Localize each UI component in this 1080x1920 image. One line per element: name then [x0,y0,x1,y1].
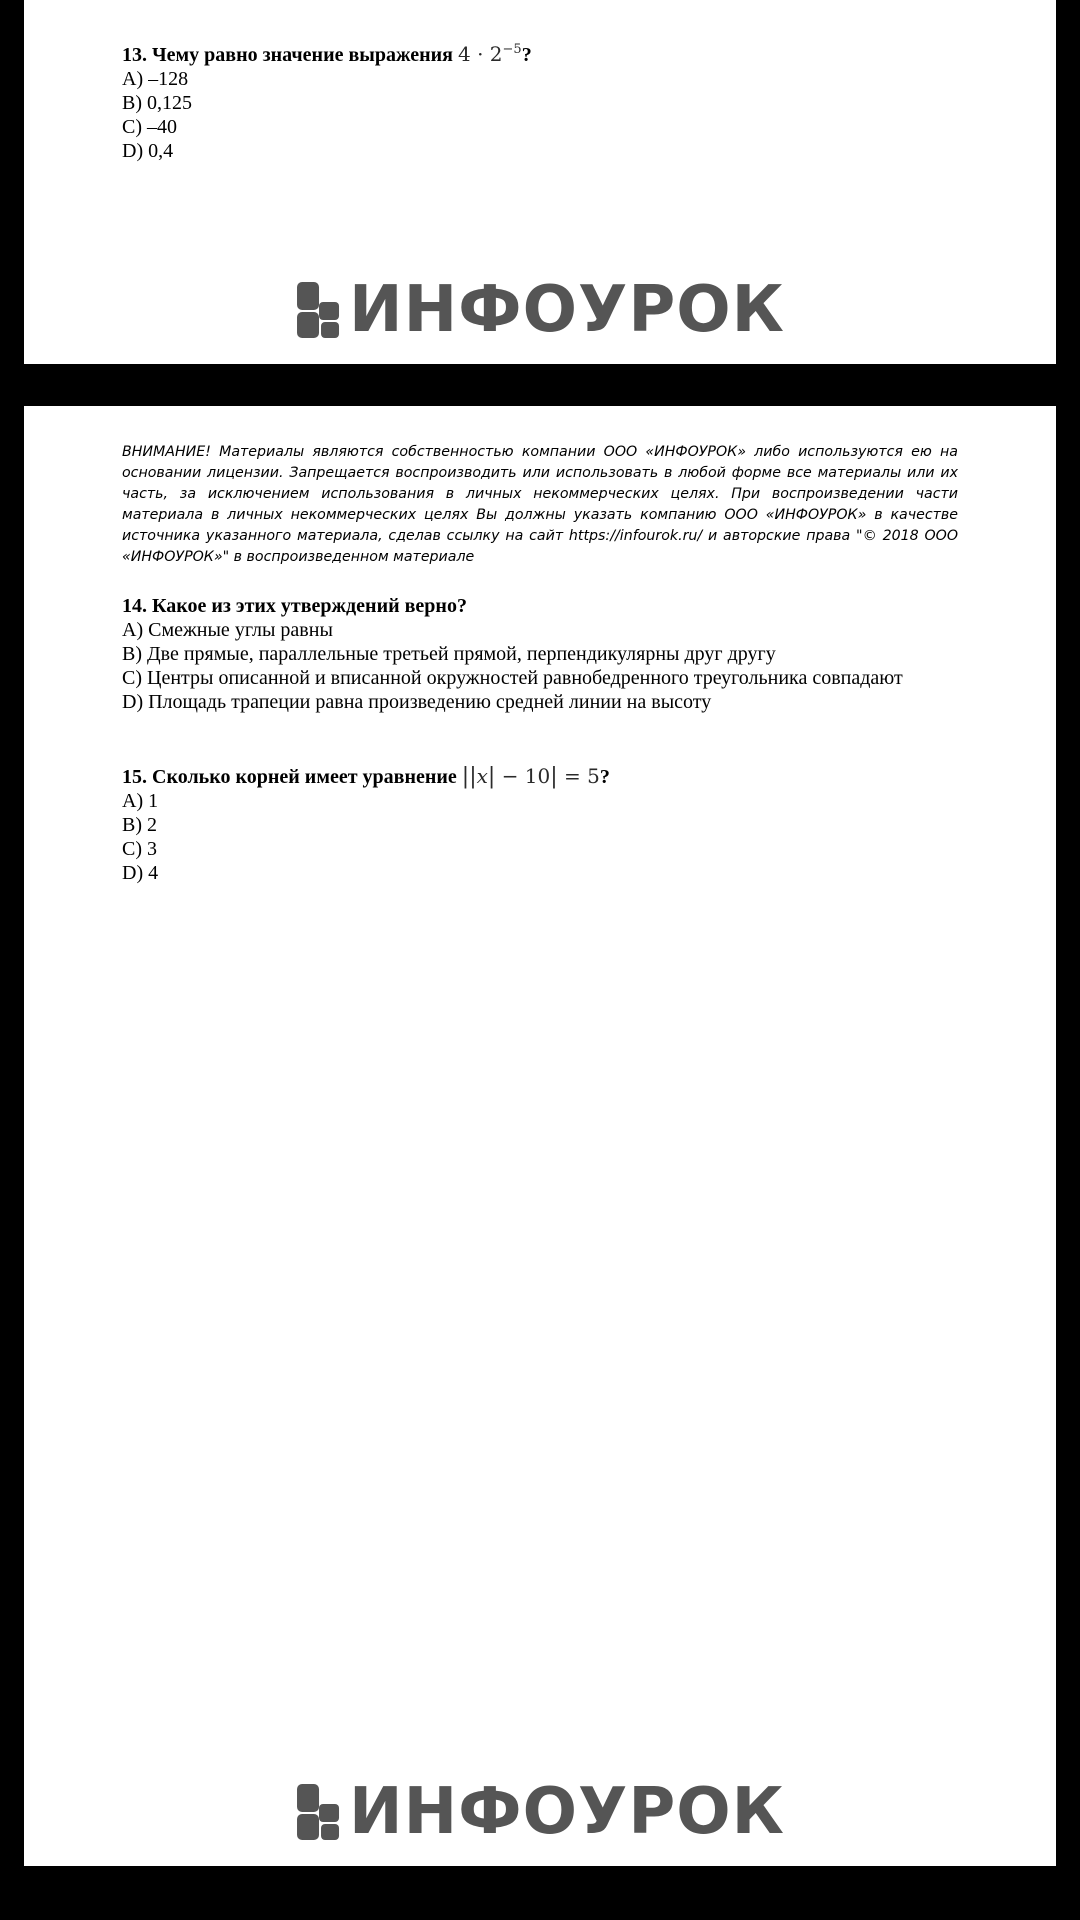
equation-rhs: = 5 [564,764,600,788]
expression-base: 4 · 2 [458,42,503,66]
question-13-option-d: D) 0,4 [122,140,174,162]
document-page-1 [24,0,1056,364]
infourok-logo-icon [295,282,345,338]
question-13-suffix: ? [521,44,532,66]
question-13 [122,42,958,163]
question-15-option-b: В) 2 [122,814,157,836]
document-page-2 [24,406,1056,1866]
question-15-option-a: А) 1 [122,790,159,812]
infourok-logo [295,273,785,347]
question-15-option-d: D) 4 [122,862,159,884]
infourok-logo-bottom [295,1775,785,1849]
question-13-expression [458,42,522,66]
question-15-suffix: ? [599,766,610,788]
expression-exponent: −5 [502,42,522,57]
question-14-option-b: В) Две прямые, параллельные третьей прямой, перпендикулярны друг другу [122,643,776,665]
question-13-title-text: 13. Чему равно значение выражения [122,44,453,66]
question-14-option-c: С) Центры описанной и вписанной окружностей равнобедренного треугольника совпадают [122,667,903,689]
infourok-logo-text: ИНФОУРОК [349,273,785,347]
infourok-logo-icon [295,1784,345,1840]
question-13-option-a: А) –128 [122,68,189,90]
question-15-title [122,764,958,789]
question-15-option-c: С) 3 [122,838,157,860]
question-14-option-a: А) Смежные углы равны [122,619,333,641]
question-13-title [122,42,958,67]
question-13-option-b: B) 0,125 [122,92,192,114]
infourok-logo-text: ИНФОУРОК [349,1775,785,1849]
question-15 [122,764,958,885]
question-14-title: 14. Какое из этих утверждений верно? [122,595,467,617]
question-15-title-text: 15. Сколько корней имеет уравнение [122,766,457,788]
equation-variable: x [476,764,488,788]
question-15-equation: ||x| − 10| = 5 [461,764,600,789]
equation-term: − 10 [501,764,551,788]
question-14-option-d: D) Площадь трапеции равна произведению средней линии на высоту [122,691,712,713]
copyright-notice: ВНИМАНИЕ! Материалы являются собственностью компании ООО «ИНФОУРОК» либо используются ею на основании лицензии. Запрещается воспроизводить или использовать в любой форме все материалы или их часть, за исключением использования в личных некоммерческих целях. При воспроизведении части материала в личных некоммерческих целях Вы должны указать компанию ООО «ИНФОУРОК» в качестве источника указанного материала, сделав ссылку на сайт https://infourok.ru/ и авторские права "© 2018 ООО «ИНФОУРОК»" в воспроизведенном материале [122,444,958,565]
question-14 [122,594,958,714]
question-13-option-c: C) –40 [122,116,177,138]
